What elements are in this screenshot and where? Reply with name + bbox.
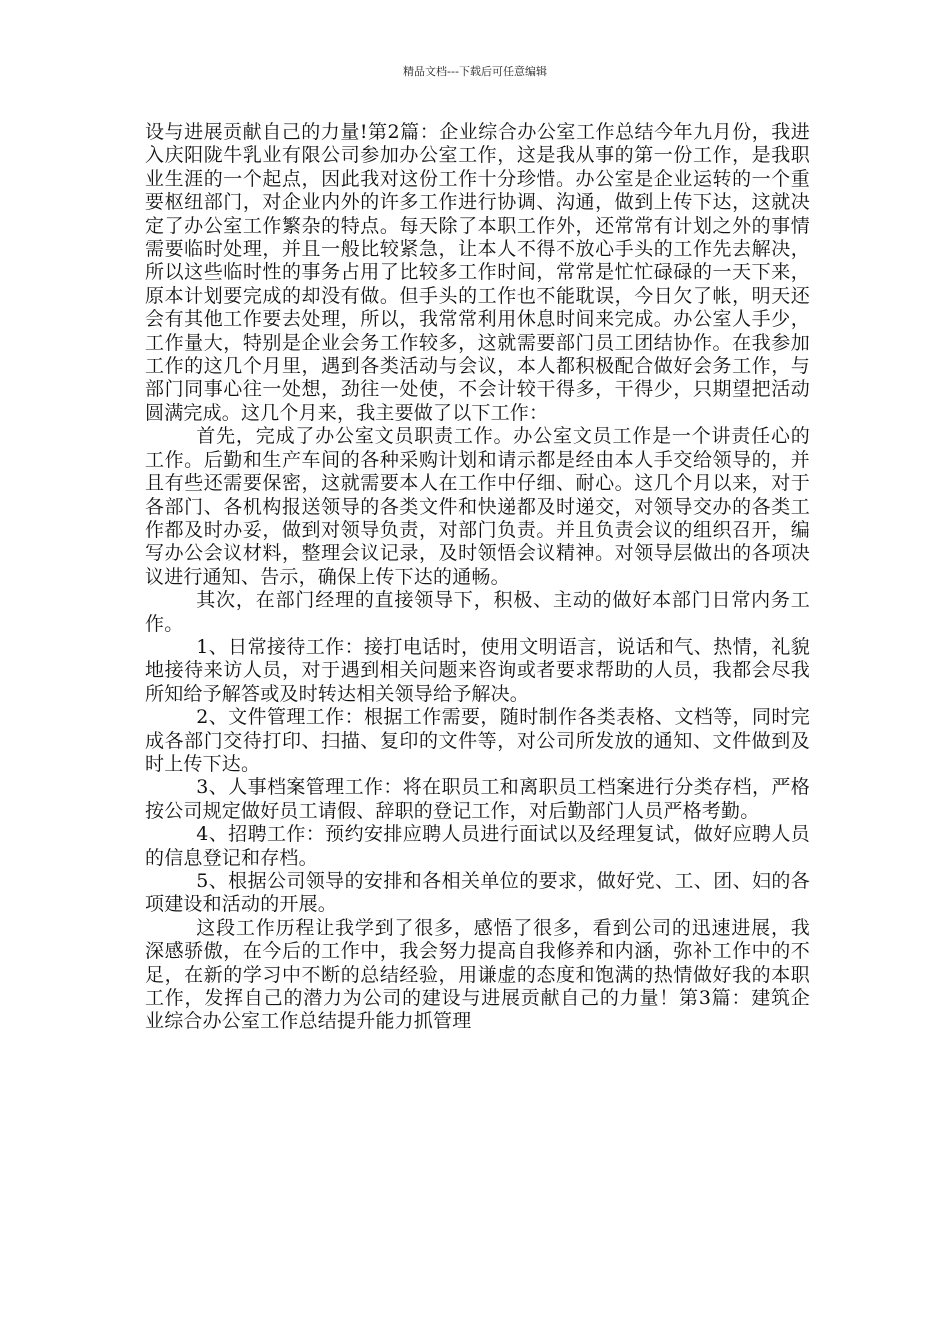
paragraph-item-file-management: 2、文件管理工作：根据工作需要，随时制作各类表格、文档等，同时完成各部门交待打印、扫描、复印的文件等，对公司所发放的通知、文件做到及时上传下达。 [145,706,810,775]
document-body [145,121,810,1034]
paragraph-clerk-duties: 首先，完成了办公室文员职责工作。办公室文员工作是一个讲责任心的工作。后勤和生产车间的各种采购计划和请示都是经由本人手交给领导的，并且有些还需要保密，这就需要本人在工作中仔细、耐心。这几个月以来，对于各部门、各机构报送领导的各类文件和快递都及时递交，对领导交办的各类工作都及时办妥，做到对领导负责，对部门负责。并且负责会议的组织召开，编写办公会议材料，整理会议记录，及时领悟会议精神。对领导层做出的各项决议进行通知、告示，确保上传下达的通畅。 [145,425,810,588]
paragraph-intro: 设与进展贡献自己的力量!第2篇：企业综合办公室工作总结今年九月份，我进入庆阳陇牛乳业有限公司参加办公室工作，这是我从事的第一份工作，是我职业生涯的一个起点，因此我对这份工作十分珍惜。办公室是企业运转的一个重要枢纽部门，对企业内外的许多工作进行协调、沟通，做到上传下达，这就决定了办公室工作繁杂的特点。每天除了本职工作外，还常常有计划之外的事情需要临时处理，并且一般比较紧急，让本人不得不放心手头的工作先去解决，所以这些临时性的事务占用了比较多工作时间，常常是忙忙碌碌的一天下来，原本计划要完成的却没有做。但手头的工作也不能耽误，今日欠了帐，明天还会有其他工作要去处理，所以，我常常利用休息时间来完成。办公室人手少，工作量大，特别是企业会务工作较多，这就需要部门员工团结协作。在我参加工作的这几个月里，遇到各类活动与会议，本人都积极配合做好会务工作，与部门同事心往一处想，劲往一处使，不会计较干得多，干得少，只期望把活动圆满完成。这几个月来，我主要做了以下工作： [145,121,810,424]
paragraph-item-reception: 1、日常接待工作：接打电话时，使用文明语言，说话和气、热情，礼貌地接待来访人员，对于遇到相关问题来咨询或者要求帮助的人员，我都会尽我所知给予解答或及时转达相关领导给予解决。 [145,635,810,705]
paragraph-item-personnel-archives: 3、人事档案管理工作：将在职员工和离职员工档案进行分类存档，严格按公司规定做好员工请假、辞职的登记工作，对后勤部门人员严格考勤。 [145,776,810,822]
paragraph-item-party-building: 5、根据公司领导的安排和各相关单位的要求，做好党、工、团、妇的各项建设和活动的开展。 [145,870,810,916]
paragraph-item-recruitment: 4、招聘工作：预约安排应聘人员进行面试以及经理复试，做好应聘人员的信息登记和存档。 [145,823,810,869]
page-header: 精品文档---下载后可任意编辑 [403,65,547,78]
paragraph-conclusion: 这段工作历程让我学到了很多，感悟了很多，看到公司的迅速进展，我深感骄傲，在今后的工作中，我会努力提高自我修养和内涵，弥补工作中的不足，在新的学习中不断的总结经验，用谦虚的态度和饱满的热情做好我的本职工作，发挥自己的潜力为公司的建设与进展贡献自己的力量！第3篇：建筑企业综合办公室工作总结提升能力抓管理 [145,916,810,1033]
paragraph-daily-affairs: 其次，在部门经理的直接领导下，积极、主动的做好本部门日常内务工作。 [145,589,810,635]
